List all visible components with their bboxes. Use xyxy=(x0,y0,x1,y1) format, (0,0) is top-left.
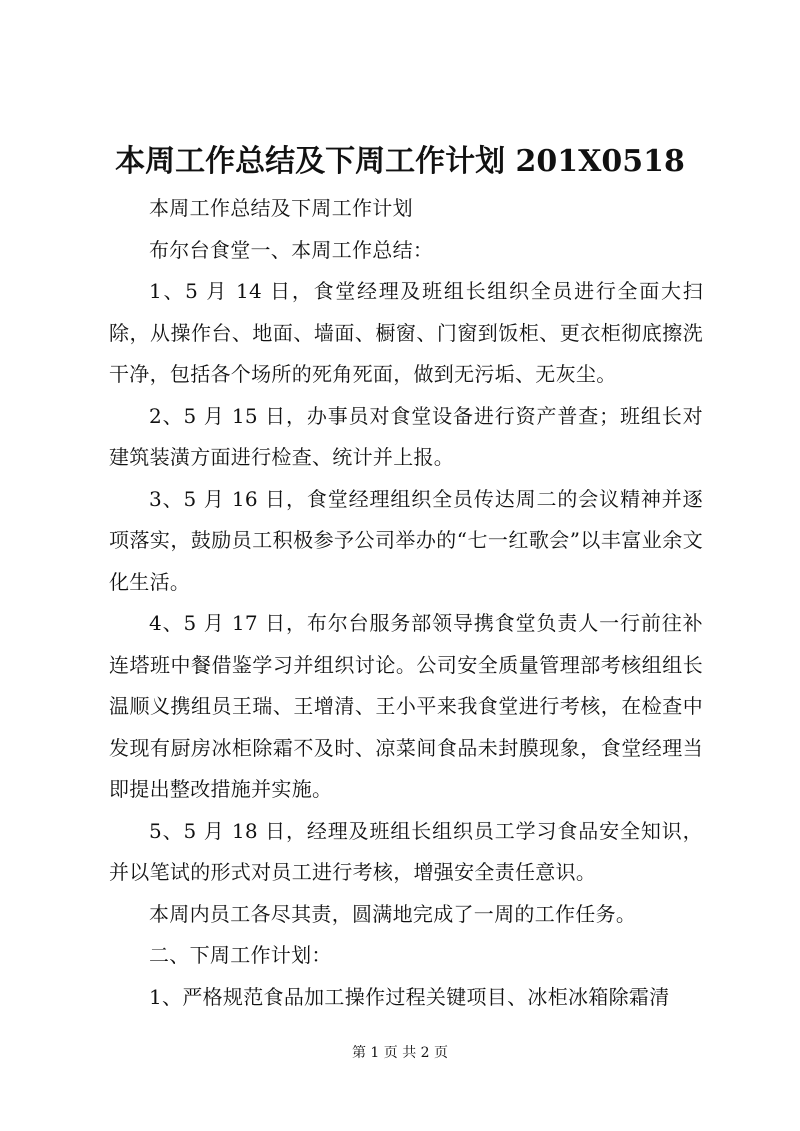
paragraph-item-5: 5、5 月 18 日，经理及班组长组织员工学习食品安全知识，并以笔试的形式对员工进行考核，增强安全责任意识。 xyxy=(109,818,703,884)
paragraph-plan-item-1: 1、严格规范食品加工操作过程关键项目、冰柜冰箱除霜清 xyxy=(149,984,670,1009)
document-title: 本周工作总结及下周工作计划 201X0518 xyxy=(115,144,685,179)
paragraph-summary: 本周内员工各尽其责，圆满地完成了一周的工作任务。 xyxy=(149,901,637,926)
page-footer: 第 1 页 共 2 页 xyxy=(351,1045,449,1061)
paragraph-section-one-heading: 布尔台食堂一、本周工作总结： xyxy=(149,237,434,262)
document-body xyxy=(109,188,703,1018)
paragraph-subtitle: 本周工作总结及下周工作计划 xyxy=(149,196,413,220)
paragraph-item-4: 4、5 月 17 日，布尔台服务部领导携食堂负责人一行前往补连塔班中餐借鉴学习并组织讨论。公司安全质量管理部考核组组长温顺义携组员王瑞、王增清、王小平来我食堂进行考核，在检查中发现有厨房冰柜除霜不及时、凉菜间食品未封膜现象，食堂经理当即提出整改措施并实施。 xyxy=(109,611,703,801)
paragraph-item-1: 1、5 月 14 日，食堂经理及班组长组织全员进行全面大扫除，从操作台、地面、墙面、橱窗、门窗到饭柜、更衣柜彻底擦洗干净，包括各个场所的死角死面，做到无污垢、无灰尘。 xyxy=(109,279,703,386)
paragraph-section-two-heading: 二、下周工作计划： xyxy=(149,943,332,967)
paragraph-item-2: 2、5 月 15 日，办事员对食堂设备进行资产普查；班组长对建筑装潢方面进行检查、统计并上报。 xyxy=(109,403,703,469)
paragraph-item-3: 3、5 月 16 日，食堂经理组织全员传达周二的会议精神并逐项落实，鼓励员工积极参予公司举办的“七一红歌会”以丰富业余文化生活。 xyxy=(109,486,703,594)
